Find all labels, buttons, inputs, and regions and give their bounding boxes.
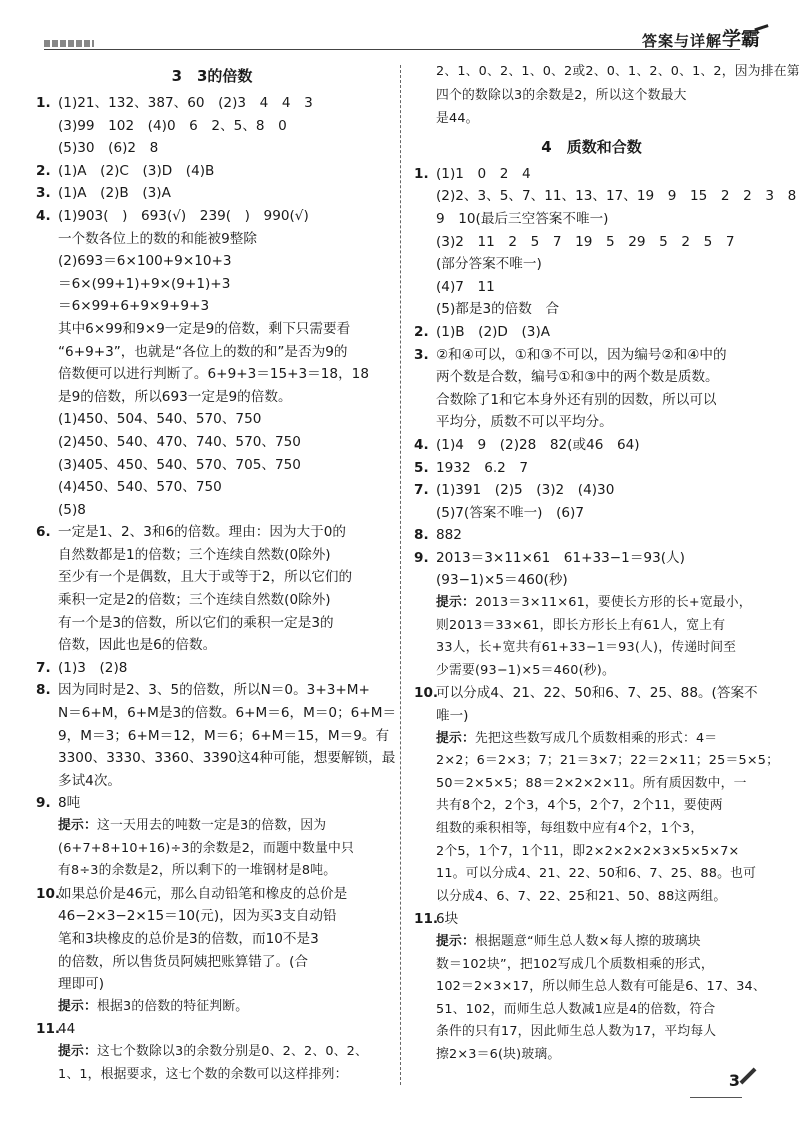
answer-line: 9 10(最后三空答案不唯一): [436, 210, 609, 227]
hint-text: 1、1，根据要求，这七个数的余数可以这样排列：: [58, 1066, 348, 1082]
answer-item: [414, 908, 769, 1066]
header-title: 答案与详解: [641, 32, 722, 50]
answer-line: ＝6×(99+1)+9×(9+1)+3: [58, 275, 231, 292]
answer-number: 9.: [36, 795, 51, 812]
hint-text: 根据题意“师生总人数×每人擦的玻璃块: [475, 933, 701, 949]
hint-line: [436, 750, 780, 773]
answer-continuation: [414, 60, 800, 131]
answer-line: (1)391 (2)5 (3)2 (4)30: [436, 482, 615, 499]
answer-line: (2)693＝6×100+9×10+3: [58, 253, 232, 270]
hint-text: (6+7+8+10+16)÷3的余数是2，而题中数量中只: [58, 840, 355, 856]
answer-line: (1)450、504、540、570、750: [58, 411, 262, 428]
section-heading-multiples-of-3: 3 3的倍数: [171, 67, 253, 85]
hint-label: 提示：: [58, 1043, 97, 1059]
answer-item: [36, 318, 388, 521]
hint-text: 这七个数除以3的余数分别是0、2、2、0、2、: [97, 1043, 368, 1059]
hint-text: 数＝102块”，把102写成几个质数相乘的形式，: [436, 956, 714, 972]
hint-text: 33人，长+宽共有61+33−1＝93(人)，传递时间至: [436, 640, 737, 656]
answer-number: 4.: [36, 207, 51, 224]
answer-line: 合数除了1和它本身外还有别的因数，所以可以: [436, 391, 717, 408]
answer-line: 自然数都是1的倍数；三个连续自然数(0除外): [58, 546, 331, 563]
hint-text: 有8÷3的余数是2，所以剩下的一堆钢材是8吨。: [58, 863, 337, 879]
answer-item: [414, 457, 769, 480]
answer-line: 882: [436, 527, 462, 544]
answer-line: (1)3 (2)8: [58, 659, 128, 676]
answer-number: 10.: [414, 685, 439, 702]
answer-line: 是9的倍数，所以693一定是9的倍数。: [58, 388, 292, 405]
answer-number: 9.: [414, 549, 429, 566]
answer-line: (5)8: [58, 501, 86, 518]
answer-line: 平均分，质数不可以平均分。: [436, 414, 613, 431]
footer-rule: [690, 1097, 742, 1098]
answer-line: (2)450、540、470、740、570、750: [58, 433, 301, 450]
answer-item: [414, 524, 769, 547]
answer-line: (1)B (2)D (3)A: [436, 323, 551, 340]
answer-item: [414, 321, 769, 344]
answer-line: 因为同时是2、3、5的倍数，所以N＝0。3+3+M+: [58, 682, 370, 699]
right-column: [414, 60, 800, 1067]
hint-text: 条件的只有17，因此师生总人数为17，平均每人: [436, 1024, 717, 1040]
answer-item: [36, 160, 388, 183]
hint-label: 提示：: [436, 595, 475, 611]
answer-item: [414, 434, 769, 457]
answer-item: [36, 657, 388, 680]
hint-text: 少需要(93−1)×5＝460(秒)。: [436, 662, 615, 678]
answer-line: (1)1 0 2 4: [436, 165, 531, 182]
answer-item: [36, 205, 388, 318]
answer-line: 笔和3块橡皮的总价是3的倍数，而10不是3: [58, 930, 319, 947]
answer-line: 倍数便可以进行判断了。6+9+3＝15+3＝18，18: [58, 366, 369, 383]
hint-text: 2、1、0、2、1、0、2或2、0、1、2、0、1、2，因为排在第: [436, 64, 800, 79]
hint-text: 11。可以分成4、21、22、50和6、7、25、88。也可: [436, 866, 757, 882]
answer-line: (1)903( ) 693(√) 239( ) 990(√): [58, 207, 309, 224]
answer-number: 8.: [36, 682, 51, 699]
answer-line: 46−2×3−2×15＝10(元)，因为买3支自动铅: [58, 908, 337, 925]
answer-item: [36, 679, 397, 792]
hint-line: [436, 60, 800, 84]
hint-text: 先把这些数写成几个质数相乘的形式：4＝: [475, 730, 718, 746]
answer-line: 多试4次。: [58, 772, 122, 789]
answer-number: 6.: [36, 524, 51, 541]
answer-line: (93−1)×5＝460(秒): [436, 572, 568, 589]
hint-line: [436, 954, 769, 977]
section-heading-primes-composites: 4 质数和合数: [541, 137, 642, 156]
hint-line: [436, 1044, 769, 1067]
hint-text: 2×2；6＝2×3；7；21＝3×7；22＝2×11；25＝5×5；: [436, 753, 780, 769]
answer-line: N＝6+M，6+M是3的倍数。6+M＝6，M＝0；6+M＝: [58, 705, 397, 722]
answer-line: 倍数，因此也是6的倍数。: [58, 637, 217, 654]
answer-item: [414, 163, 797, 321]
hint-line: [436, 660, 769, 683]
answer-line: ＝6×99+6+9×9+9+3: [58, 298, 210, 315]
answer-line: (5)30 (6)2 8: [58, 140, 159, 157]
answer-line: (1)4 9 (2)28 82(或46 64): [436, 436, 640, 453]
answer-line: 可以分成4、21、22、50和6、7、25、88。(答案不: [436, 685, 758, 702]
answer-number: 11.: [36, 1021, 61, 1038]
answer-line: (1)A (2)B (3)A: [58, 185, 171, 202]
hint-text: 擦2×3＝6(块)玻璃。: [436, 1046, 561, 1062]
hint-text: 组数的乘积相等，每组数中应有4个2，1个3，: [436, 821, 704, 836]
answer-line: 如果总价是46元，那么自动铅笔和橡皮的总价是: [58, 885, 348, 902]
column-divider: [400, 65, 401, 1085]
hint-line: [436, 615, 769, 638]
hint-line: [436, 728, 769, 751]
answer-number: 10.: [36, 885, 61, 902]
answer-line: (2)2、3、5、7、11、13、17、19 9 15 2 2 3 8: [436, 188, 797, 205]
hint-line: [436, 107, 769, 131]
answer-item: [36, 1018, 388, 1086]
answer-number: 11.: [414, 911, 439, 928]
answer-line: 2013＝3×11×61 61+33−1＝93(人): [436, 549, 685, 566]
hint-line: [58, 815, 388, 838]
answer-line: 44: [58, 1021, 76, 1038]
hint-text: 以分成4、6、7、22、25和21、50、88这两组。: [436, 888, 727, 904]
answer-item: [36, 182, 388, 205]
hint-line: [58, 1064, 388, 1087]
header-decoration: [44, 40, 94, 47]
hint-line: [436, 976, 769, 999]
answer-line: 其中6×99和9×9一定是9的倍数，剩下只需要看: [58, 320, 351, 337]
answer-item: [36, 792, 388, 882]
answer-item: [36, 92, 388, 160]
hint-line: [436, 1021, 769, 1044]
hint-line: [436, 84, 769, 108]
page-number: 3: [728, 1071, 740, 1090]
header-rule: [44, 49, 740, 50]
answer-item: [414, 479, 769, 524]
answer-number: 4.: [414, 436, 429, 453]
answer-number: 8.: [414, 527, 429, 544]
answer-line: “6+9+3”，也就是“各位上的数的和”是否为9的: [58, 343, 348, 360]
answer-line: 一个数各位上的数的和能被9整除: [58, 230, 257, 247]
answer-line: 1932 6.2 7: [436, 459, 529, 476]
hint-text: 四个的数除以3的余数是2，所以这个数最大: [436, 87, 687, 103]
hint-line: [436, 886, 769, 909]
answer-line: 有一个是3的倍数，所以它们的乘积一定是3的: [58, 614, 334, 631]
answer-line: 两个数是合数，编号①和③中的两个数是质数。: [436, 369, 719, 386]
answer-number: 5.: [414, 459, 429, 476]
answer-item: [414, 344, 769, 434]
hint-text: 则2013＝33×61，即长方形长上有61人，宽上有: [436, 617, 726, 633]
hint-line: [436, 931, 769, 954]
answer-item: [414, 682, 780, 908]
answer-item: [36, 883, 388, 1019]
hint-text: 这一天用去的吨数一定是3的倍数，因为: [97, 818, 327, 833]
answer-number: 3.: [36, 185, 51, 202]
answer-number: 7.: [414, 482, 429, 499]
answer-number: 1.: [36, 95, 51, 111]
answer-line: 8吨: [58, 795, 81, 812]
answer-line: 理即可): [58, 976, 105, 993]
answer-line: 一定是1、2、3和6的倍数。理由：因为大于0的: [58, 524, 346, 541]
answer-number: 1.: [414, 165, 429, 182]
page-header: [0, 0, 800, 52]
answer-line: 3300、3330、3360、3390这4种可能，想要解锁，最: [58, 750, 396, 767]
hint-line: [436, 592, 769, 615]
answer-line: (4)7 11: [436, 278, 495, 295]
answer-line: (3)405、450、540、570、705、750: [58, 456, 301, 473]
answer-number: 3.: [414, 346, 429, 363]
hint-label: 提示：: [436, 730, 475, 746]
hint-line: [436, 999, 769, 1022]
left-column: [36, 60, 397, 1086]
answer-line: 9，M＝3；6+M＝12，M＝6；6+M＝15，M＝9。有: [58, 727, 390, 744]
hint-text: 51、102，而师生总人数减1应是4的倍数，符合: [436, 1001, 716, 1017]
hint-line: [58, 996, 388, 1019]
hint-text: 2013＝3×11×61，要使长方形的长+宽最小，: [475, 595, 752, 611]
answer-number: 2.: [36, 162, 51, 179]
answer-line: (4)450、540、570、750: [58, 479, 222, 496]
answer-line: ②和④可以，①和③不可以，因为编号②和④中的: [436, 346, 727, 363]
hint-label: 提示：: [58, 818, 97, 833]
hint-line: [58, 860, 388, 883]
hint-line: [436, 818, 769, 841]
answer-line: (5)都是3的倍数 合: [436, 301, 560, 318]
hint-text: 共有8个2，2个3，4个5，2个7，2个11，要使两: [436, 798, 723, 814]
hint-line: [58, 838, 388, 861]
answer-line: 至少有一个是偶数，且大于或等于2，所以它们的: [58, 569, 353, 586]
hint-line: [436, 863, 769, 886]
answer-line: (部分答案不唯一): [436, 256, 542, 273]
answer-line: (3)2 11 2 5 7 19 5 29 5 2 5 7: [436, 233, 735, 250]
answer-number: 2.: [414, 323, 429, 340]
answer-item: [414, 547, 769, 683]
answer-line: 6块: [436, 911, 459, 928]
pencil-icon: [740, 1068, 757, 1085]
hint-text: 2个5，1个7，1个11，即2×2×2×2×3×5×5×7×: [436, 843, 740, 859]
answer-line: (3)99 102 (4)0 6 2、5、8 0: [58, 117, 287, 134]
hint-line: [436, 637, 769, 660]
brand-logo: 学霸: [721, 28, 760, 50]
hint-label: 提示：: [58, 998, 97, 1014]
answer-line: (1)A (2)C (3)D (4)B: [58, 162, 215, 179]
hint-line: [436, 795, 769, 818]
answer-line: (1)21、132、387、60 (2)3 4 4 3: [58, 95, 313, 111]
hint-line: [436, 841, 769, 864]
answer-line: 唯一): [436, 708, 469, 725]
hint-label: 提示：: [436, 933, 475, 949]
answer-line: 乘积一定是2的倍数；三个连续自然数(0除外): [58, 592, 331, 609]
graduation-cap-icon: [754, 24, 771, 41]
answer-line: (5)7(答案不唯一) (6)7: [436, 504, 584, 521]
answer-item: [36, 521, 388, 657]
answer-line: 的倍数，所以售货员阿姨把账算错了。(合: [58, 953, 308, 970]
hint-line: [436, 773, 769, 796]
hint-text: 50＝2×5×5；88＝2×2×2×11。所有质因数中，一: [436, 775, 747, 791]
hint-text: 是44。: [436, 111, 479, 127]
answer-number: 7.: [36, 659, 51, 676]
hint-line: [58, 1041, 388, 1064]
hint-text: 102＝2×3×17，所以师生总人数有可能是6、17、34、: [436, 979, 766, 995]
hint-text: 根据3的倍数的特征判断。: [97, 998, 249, 1014]
